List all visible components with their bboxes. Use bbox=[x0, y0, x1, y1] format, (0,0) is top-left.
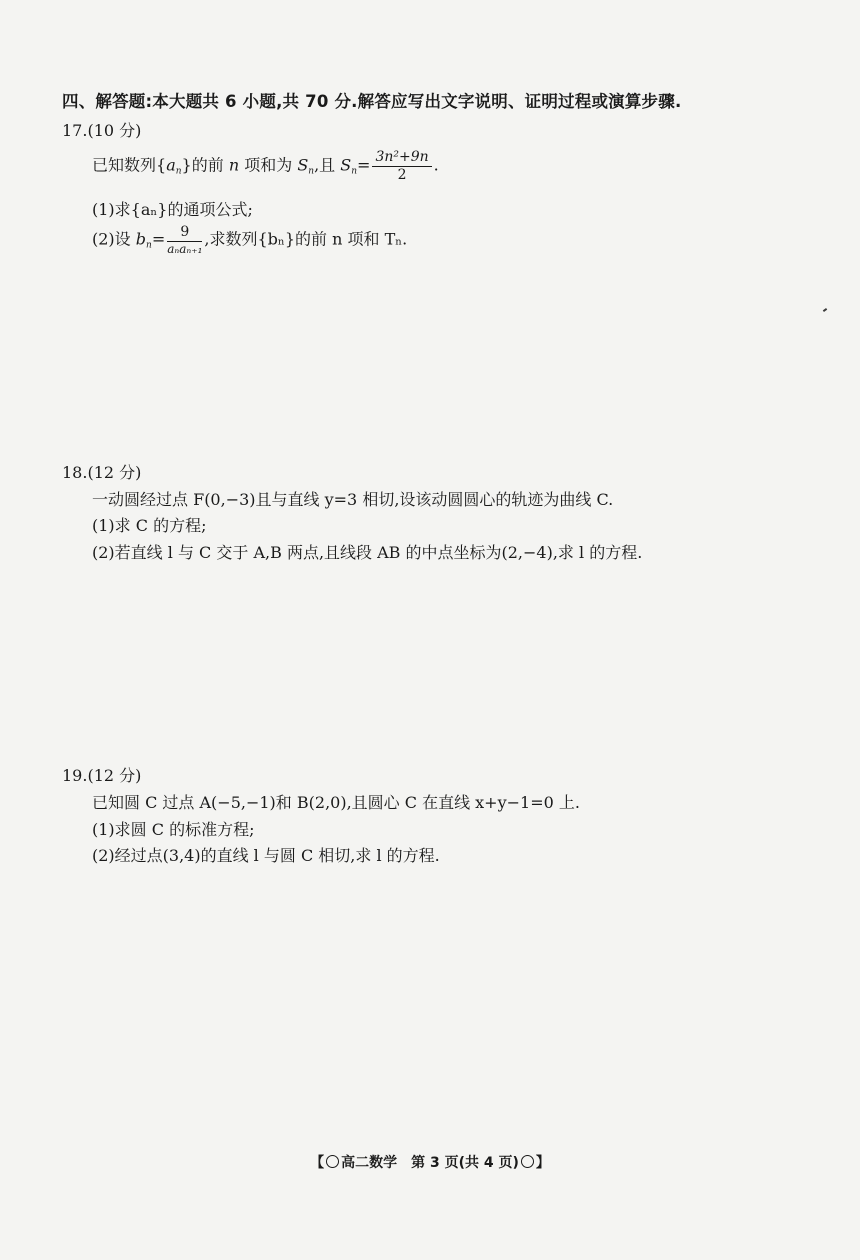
q17-b: b bbox=[135, 229, 147, 249]
q19-stem: 已知圆 C 过点 A(−5,−1)和 B(2,0),且圆心 C 在直线 x+y−1=0 上. bbox=[92, 793, 580, 812]
q17-part2 bbox=[92, 225, 407, 255]
q17-stem-text: 项和为 bbox=[239, 155, 298, 175]
q18-stem: 一动圆经过点 F(0,−3)且与直线 y=3 相切,设该动圆圆心的轨迹为曲线 C. bbox=[92, 490, 614, 509]
q17-part1: (1)求{aₙ}的通项公式; bbox=[92, 200, 253, 219]
q19-number: 19.(12 分) bbox=[62, 766, 142, 785]
q18-number: 18.(12 分) bbox=[62, 463, 142, 482]
page-footer bbox=[0, 1152, 860, 1172]
q18-part1: (1)求 C 的方程; bbox=[92, 516, 207, 535]
q17-equals: = bbox=[357, 155, 371, 175]
q17-S-sub: n bbox=[308, 166, 315, 177]
q17-S: S bbox=[340, 155, 352, 175]
q17-a-sub: n bbox=[175, 166, 182, 177]
q17-n: n bbox=[228, 155, 240, 175]
q19-part2: (2)经过点(3,4)的直线 l 与圆 C 相切,求 l 的方程. bbox=[92, 846, 440, 865]
q17-stem-text: 已知数列{ bbox=[92, 155, 167, 175]
q17-S: S bbox=[297, 155, 309, 175]
footer-text: 高二数学 第 3 页(共 4 页) bbox=[341, 1155, 519, 1171]
q17-stem-end: . bbox=[433, 155, 439, 175]
q17-stem-text: }的前 bbox=[181, 155, 229, 175]
q17-stem bbox=[92, 150, 439, 182]
q17-b-sub: n bbox=[146, 240, 152, 251]
q17-equals: = bbox=[151, 229, 166, 249]
q17-fraction bbox=[372, 150, 431, 182]
q17-frac-denominator: 2 bbox=[397, 166, 407, 183]
q17-stem-text: ,且 bbox=[314, 155, 341, 175]
footer-bracket-close: 】 bbox=[535, 1155, 550, 1171]
q17-part2-text: (2)设 bbox=[92, 229, 136, 249]
q19-part1: (1)求圆 C 的标准方程; bbox=[92, 820, 255, 839]
circle-icon bbox=[326, 1155, 339, 1168]
q17-b-denominator: aₙaₙ₊₁ bbox=[167, 241, 203, 256]
footer-bracket-open: 【 bbox=[310, 1155, 325, 1171]
q17-a: a bbox=[166, 155, 176, 175]
scan-speck bbox=[823, 308, 827, 312]
q17-b-fraction bbox=[167, 225, 202, 255]
q17-S-sub: n bbox=[351, 166, 358, 177]
q17-frac-numerator: 3n²+9n bbox=[372, 150, 431, 167]
q18-part2: (2)若直线 l 与 C 交于 A,B 两点,且线段 AB 的中点坐标为(2,−4),求 l 的方程. bbox=[92, 543, 643, 562]
q17-number: 17.(10 分) bbox=[62, 121, 142, 140]
q17-b-numerator: 9 bbox=[167, 225, 202, 242]
q17-part2-text: ,求数列{bₙ}的前 n 项和 Tₙ. bbox=[204, 229, 408, 249]
section-header: 四、解答题:本大题共 6 小题,共 70 分.解答应写出文字说明、证明过程或演算步骤. bbox=[62, 92, 682, 111]
circle-icon bbox=[521, 1155, 534, 1168]
